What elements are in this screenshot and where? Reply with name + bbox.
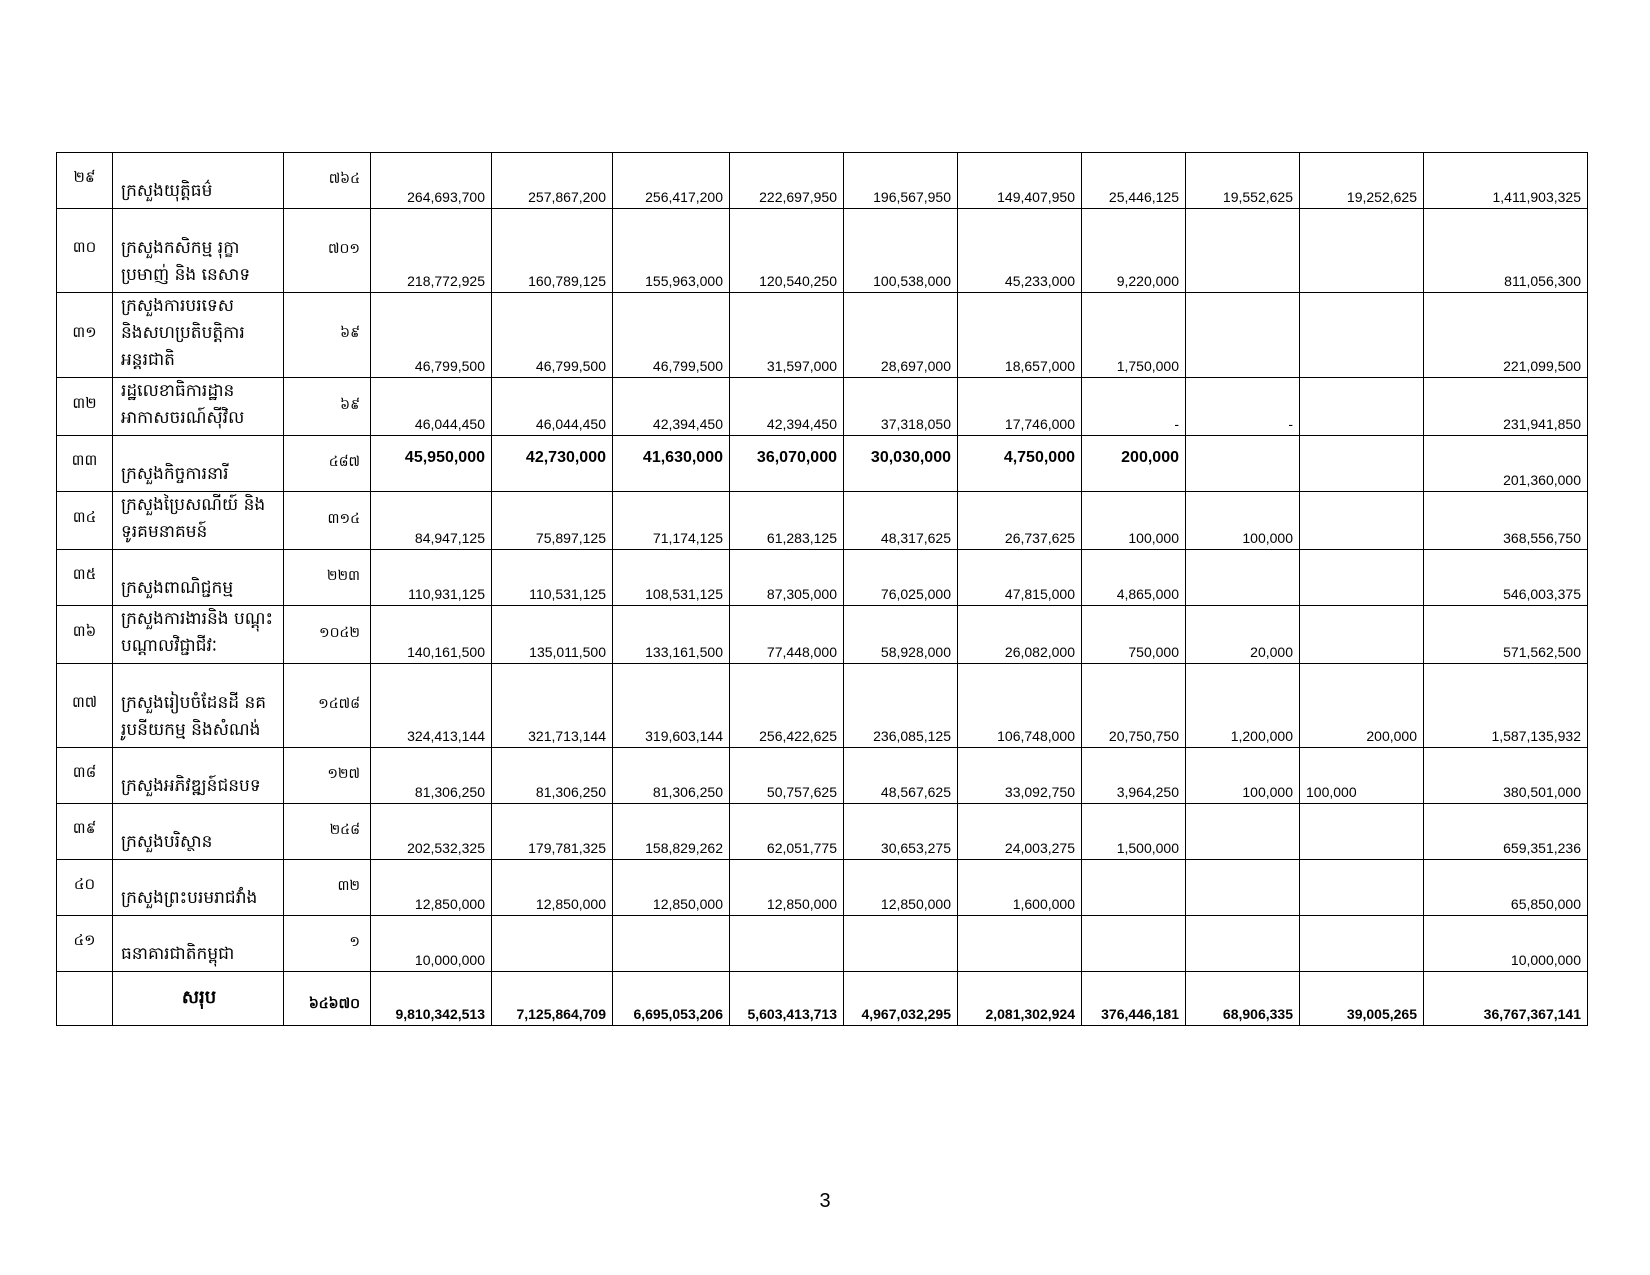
- staff-count: ៦៩: [284, 378, 371, 436]
- staff-count: ៦៩: [284, 293, 371, 378]
- value-cell: 257,867,200: [492, 153, 613, 209]
- value-cell: 222,697,950: [730, 153, 844, 209]
- staff-count: ៤៨៧: [284, 436, 371, 492]
- value-cell: 81,306,250: [492, 748, 613, 804]
- value-cell: [1186, 436, 1300, 492]
- value-cell: [1186, 550, 1300, 606]
- total-value-cell: 811,056,300: [1424, 209, 1588, 293]
- row-number: ៣២: [57, 378, 113, 436]
- value-cell: [1300, 804, 1424, 860]
- ministry-name: ធនាគារជាតិកម្ពុជា: [113, 916, 284, 972]
- value-cell: 1,500,000: [1082, 804, 1186, 860]
- table-row: [57, 860, 1588, 916]
- value-cell: [1300, 209, 1424, 293]
- value-cell: [730, 916, 844, 972]
- value-cell: 110,931,125: [371, 550, 492, 606]
- value-cell: 196,567,950: [844, 153, 958, 209]
- value-cell: 158,829,262: [613, 804, 730, 860]
- ministry-name: ក្រសួងរៀបចំដែនដី នគរូបនីយកម្ម និងសំណង់: [113, 664, 284, 748]
- value-cell: 45,950,000: [371, 436, 492, 492]
- value-cell: 100,000: [1186, 492, 1300, 550]
- value-cell: [958, 916, 1082, 972]
- value-cell: 41,630,000: [613, 436, 730, 492]
- table-row: [57, 209, 1588, 293]
- total-value-cell: 231,941,850: [1424, 378, 1588, 436]
- value-cell: 100,000: [1300, 748, 1424, 804]
- value-cell: 160,789,125: [492, 209, 613, 293]
- row-number: ៣៨: [57, 748, 113, 804]
- total-value-cell: 571,562,500: [1424, 606, 1588, 664]
- value-cell: [1300, 378, 1424, 436]
- total-value-cell: 546,003,375: [1424, 550, 1588, 606]
- total-value-cell: 201,360,000: [1424, 436, 1588, 492]
- value-cell: 26,737,625: [958, 492, 1082, 550]
- value-cell: 19,552,625: [1186, 153, 1300, 209]
- value-cell: 76,025,000: [844, 550, 958, 606]
- value-cell: 33,092,750: [958, 748, 1082, 804]
- row-number: ៣៩: [57, 804, 113, 860]
- ministry-name: ក្រសួងបរិស្ថាន: [113, 804, 284, 860]
- value-cell: 26,082,000: [958, 606, 1082, 664]
- staff-count: ៧០១: [284, 209, 371, 293]
- value-cell: 24,003,275: [958, 804, 1082, 860]
- total-value-cell: 1,411,903,325: [1424, 153, 1588, 209]
- value-cell: 236,085,125: [844, 664, 958, 748]
- value-cell: 179,781,325: [492, 804, 613, 860]
- value-cell: 12,850,000: [613, 860, 730, 916]
- total-value-cell: 36,767,367,141: [1424, 972, 1588, 1026]
- value-cell: 61,283,125: [730, 492, 844, 550]
- value-cell: 46,044,450: [492, 378, 613, 436]
- value-cell: 58,928,000: [844, 606, 958, 664]
- ministry-name: ក្រសួងពាណិជ្ជកម្ម: [113, 550, 284, 606]
- value-cell: 133,161,500: [613, 606, 730, 664]
- value-cell: -: [1082, 378, 1186, 436]
- value-cell: 19,252,625: [1300, 153, 1424, 209]
- value-cell: [1186, 293, 1300, 378]
- value-cell: 218,772,925: [371, 209, 492, 293]
- value-cell: 20,000: [1186, 606, 1300, 664]
- ministry-name: ក្រសួងកសិកម្ម រុក្ខាប្រមាញ់ និង នេសាទ: [113, 209, 284, 293]
- value-cell: 110,531,125: [492, 550, 613, 606]
- value-cell: 135,011,500: [492, 606, 613, 664]
- value-cell: 28,697,000: [844, 293, 958, 378]
- table-row: [57, 916, 1588, 972]
- value-cell: 1,200,000: [1186, 664, 1300, 748]
- value-cell: 42,394,450: [730, 378, 844, 436]
- value-cell: 319,603,144: [613, 664, 730, 748]
- value-cell: 46,799,500: [371, 293, 492, 378]
- value-cell: [1300, 606, 1424, 664]
- value-cell: 100,000: [1186, 748, 1300, 804]
- row-number: ៣៣: [57, 436, 113, 492]
- value-cell: 256,422,625: [730, 664, 844, 748]
- value-cell: 324,413,144: [371, 664, 492, 748]
- value-cell: 46,799,500: [492, 293, 613, 378]
- table-row: [57, 378, 1588, 436]
- total-value-cell: 65,850,000: [1424, 860, 1588, 916]
- value-cell: 18,657,000: [958, 293, 1082, 378]
- table-row: [57, 804, 1588, 860]
- value-cell: 9,220,000: [1082, 209, 1186, 293]
- value-cell: 200,000: [1082, 436, 1186, 492]
- value-cell: 376,446,181: [1082, 972, 1186, 1026]
- value-cell: [1300, 550, 1424, 606]
- total-value-cell: 221,099,500: [1424, 293, 1588, 378]
- value-cell: 7,125,864,709: [492, 972, 613, 1026]
- total-value-cell: 368,556,750: [1424, 492, 1588, 550]
- ministry-name: ក្រសួងប្រៃសណីយ៍ និងទូរគមនាគមន៍: [113, 492, 284, 550]
- ministry-name: រដ្ឋលេខាធិការដ្ឋាន អាកាសចរណ៍ស៊ីវិល: [113, 378, 284, 436]
- value-cell: 108,531,125: [613, 550, 730, 606]
- value-cell: [1300, 436, 1424, 492]
- staff-count: ៧៦៤: [284, 153, 371, 209]
- value-cell: 12,850,000: [730, 860, 844, 916]
- value-cell: 25,446,125: [1082, 153, 1186, 209]
- value-cell: 12,850,000: [844, 860, 958, 916]
- value-cell: 47,815,000: [958, 550, 1082, 606]
- table-row: [57, 748, 1588, 804]
- ministry-name: សរុប: [113, 972, 284, 1026]
- value-cell: 42,730,000: [492, 436, 613, 492]
- value-cell: 17,746,000: [958, 378, 1082, 436]
- value-cell: 71,174,125: [613, 492, 730, 550]
- value-cell: 750,000: [1082, 606, 1186, 664]
- value-cell: 100,000: [1082, 492, 1186, 550]
- total-value-cell: 1,587,135,932: [1424, 664, 1588, 748]
- value-cell: 3,964,250: [1082, 748, 1186, 804]
- value-cell: [1186, 860, 1300, 916]
- value-cell: 46,799,500: [613, 293, 730, 378]
- value-cell: 9,810,342,513: [371, 972, 492, 1026]
- value-cell: 140,161,500: [371, 606, 492, 664]
- value-cell: 30,653,275: [844, 804, 958, 860]
- staff-count: ១០៤២: [284, 606, 371, 664]
- value-cell: 81,306,250: [371, 748, 492, 804]
- table-row: [57, 153, 1588, 209]
- value-cell: 1,600,000: [958, 860, 1082, 916]
- value-cell: 200,000: [1300, 664, 1424, 748]
- table-row: [57, 550, 1588, 606]
- value-cell: 4,865,000: [1082, 550, 1186, 606]
- value-cell: 75,897,125: [492, 492, 613, 550]
- staff-count: ១៤៧៨: [284, 664, 371, 748]
- staff-count: ១: [284, 916, 371, 972]
- value-cell: [613, 916, 730, 972]
- page-number: 3: [819, 1190, 831, 1212]
- value-cell: 106,748,000: [958, 664, 1082, 748]
- row-number: ៣១: [57, 293, 113, 378]
- value-cell: 48,317,625: [844, 492, 958, 550]
- value-cell: 100,538,000: [844, 209, 958, 293]
- value-cell: 84,947,125: [371, 492, 492, 550]
- value-cell: 68,906,335: [1186, 972, 1300, 1026]
- value-cell: 12,850,000: [371, 860, 492, 916]
- value-cell: 2,081,302,924: [958, 972, 1082, 1026]
- ministry-name: ក្រសួងកិច្ចការនារី: [113, 436, 284, 492]
- row-number: ៣៧: [57, 664, 113, 748]
- ministry-name: ក្រសួងអភិវឌ្ឍន៍ជនបទ: [113, 748, 284, 804]
- value-cell: 39,005,265: [1300, 972, 1424, 1026]
- total-value-cell: 10,000,000: [1424, 916, 1588, 972]
- row-number: ៤១: [57, 916, 113, 972]
- value-cell: [492, 916, 613, 972]
- value-cell: 45,233,000: [958, 209, 1082, 293]
- staff-count: ៦៤៦៧០: [284, 972, 371, 1026]
- value-cell: 149,407,950: [958, 153, 1082, 209]
- value-cell: [1300, 492, 1424, 550]
- total-row: [57, 972, 1588, 1026]
- value-cell: 120,540,250: [730, 209, 844, 293]
- value-cell: 6,695,053,206: [613, 972, 730, 1026]
- total-value-cell: 659,351,236: [1424, 804, 1588, 860]
- ministry-name: ក្រសួងការងារនិង បណ្តុះបណ្តាលវិជ្ជាជីវៈ: [113, 606, 284, 664]
- value-cell: [1300, 916, 1424, 972]
- staff-count: ៣២: [284, 860, 371, 916]
- value-cell: 155,963,000: [613, 209, 730, 293]
- table-row: [57, 492, 1588, 550]
- row-number: ៣៥: [57, 550, 113, 606]
- ministry-name: ក្រសួងការបរទេស និងសហប្រតិបត្តិការ អន្តរជាតិ: [113, 293, 284, 378]
- value-cell: 62,051,775: [730, 804, 844, 860]
- value-cell: 81,306,250: [613, 748, 730, 804]
- value-cell: 36,070,000: [730, 436, 844, 492]
- value-cell: 256,417,200: [613, 153, 730, 209]
- table-row: [57, 664, 1588, 748]
- staff-count: ២២៣: [284, 550, 371, 606]
- value-cell: [844, 916, 958, 972]
- value-cell: [1082, 860, 1186, 916]
- value-cell: 37,318,050: [844, 378, 958, 436]
- staff-count: ១២៧: [284, 748, 371, 804]
- value-cell: 1,750,000: [1082, 293, 1186, 378]
- value-cell: [1300, 293, 1424, 378]
- value-cell: [1186, 916, 1300, 972]
- value-cell: 10,000,000: [371, 916, 492, 972]
- table-row: [57, 606, 1588, 664]
- row-number: ៣០: [57, 209, 113, 293]
- value-cell: 4,750,000: [958, 436, 1082, 492]
- table-row: [57, 293, 1588, 378]
- table-row: [57, 436, 1588, 492]
- total-value-cell: 380,501,000: [1424, 748, 1588, 804]
- value-cell: 30,030,000: [844, 436, 958, 492]
- staff-count: ២៤៨: [284, 804, 371, 860]
- value-cell: [1186, 804, 1300, 860]
- value-cell: 12,850,000: [492, 860, 613, 916]
- value-cell: 5,603,413,713: [730, 972, 844, 1026]
- row-number: ៤០: [57, 860, 113, 916]
- value-cell: 42,394,450: [613, 378, 730, 436]
- value-cell: 202,532,325: [371, 804, 492, 860]
- ministry-name: ក្រសួងព្រះបរមរាជវាំង: [113, 860, 284, 916]
- value-cell: [1186, 209, 1300, 293]
- value-cell: 31,597,000: [730, 293, 844, 378]
- value-cell: 50,757,625: [730, 748, 844, 804]
- value-cell: -: [1186, 378, 1300, 436]
- row-number: [57, 972, 113, 1026]
- value-cell: 46,044,450: [371, 378, 492, 436]
- value-cell: 20,750,750: [1082, 664, 1186, 748]
- value-cell: 321,713,144: [492, 664, 613, 748]
- row-number: ៣៤: [57, 492, 113, 550]
- value-cell: [1082, 916, 1186, 972]
- value-cell: 48,567,625: [844, 748, 958, 804]
- value-cell: [1300, 860, 1424, 916]
- value-cell: 4,967,032,295: [844, 972, 958, 1026]
- budget-table: [56, 152, 1588, 1026]
- row-number: ៣៦: [57, 606, 113, 664]
- value-cell: 87,305,000: [730, 550, 844, 606]
- value-cell: 264,693,700: [371, 153, 492, 209]
- value-cell: 77,448,000: [730, 606, 844, 664]
- staff-count: ៣១៤: [284, 492, 371, 550]
- row-number: ២៩: [57, 153, 113, 209]
- ministry-name: ក្រសួងយុត្តិធម៌: [113, 153, 284, 209]
